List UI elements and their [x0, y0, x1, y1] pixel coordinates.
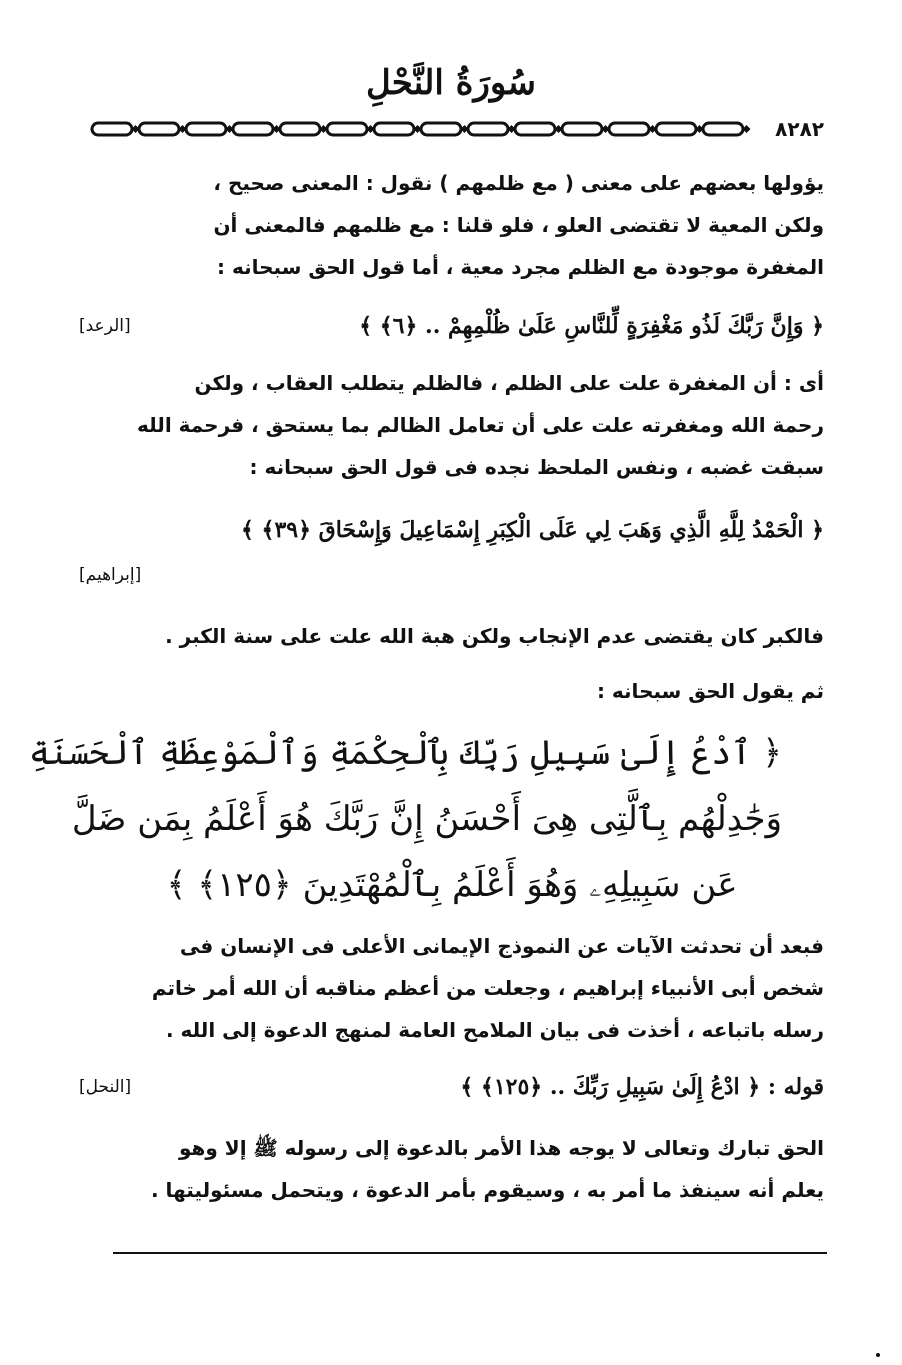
text-line: يؤولها بعضهم على معنى ( مع ظلمهم ) نقول : المعنى صحيح ، [213, 171, 824, 195]
quran-quote-2 [79, 510, 824, 550]
text-line: أى : أن المغفرة علت على الظلم ، فالظلم يتطلب العقاب ، ولكن [194, 371, 824, 395]
chain-link [280, 123, 320, 135]
text-line: ثم يقول الحق سبحانه : [596, 679, 824, 703]
chain-link [92, 123, 132, 135]
bottom-divider [113, 1252, 827, 1254]
decorative-chain-border [88, 114, 848, 144]
surah-reference: [النحل] [79, 1077, 132, 1097]
text-line: شخص أبى الأنبياء إبراهيم ، وجعلت من أعظم مناقبه أن الله أمر خاتم [151, 976, 824, 1000]
quran-quote-3 [79, 1067, 824, 1107]
text-line: رسله باتباعه ، أخذت فى بيان الملامح العامة لمنهج الدعوة إلى الله . [165, 1018, 824, 1042]
chain-link [139, 123, 179, 135]
text-line: المغفرة موجودة مع الظلم مجرد معية ، أما قول الحق سبحانه : [217, 255, 824, 279]
verse-text: قوله : ﴿ ادْعُ إِلَىٰ سَبِيلِ رَبِّكَ .. ﴿١٢٥﴾ ﴾ [460, 1074, 824, 1100]
surah-reference: [إبراهيم] [79, 565, 142, 585]
text-line: فبعد أن تحدثت الآيات عن النموذج الإيمانى الأعلى فى الإنسان فى [179, 934, 824, 958]
paragraph-6 [79, 1127, 824, 1211]
verse-line: عَن سَبِيلِهِۦ وَهُوَ أَعْلَمُ بِٱلْمُهْتَدِينَ ﴿١٢٥﴾ ﴾ [166, 865, 738, 905]
surah-reference: [الرعد] [79, 316, 131, 336]
paragraph-4 [79, 670, 824, 712]
paragraph-1 [79, 162, 824, 288]
main-quran-verse [29, 720, 782, 918]
chain-link [186, 123, 226, 135]
chain-link [703, 123, 743, 135]
verse-line: ﴿ ٱدْعُ إِلَىٰ سَبِيلِ رَبِّكَ بِٱلْحِكْمَةِ وَٱلْمَوْعِظَةِ ٱلْحَسَنَةِ [29, 733, 782, 773]
chain-link [468, 123, 508, 135]
verse-line: وَجَٰدِلْهُم بِٱلَّتِى هِىَ أَحْسَنُ إِنَّ رَبَّكَ هُوَ أَعْلَمُ بِمَن ضَلَّ [71, 799, 782, 839]
chain-link [374, 123, 414, 135]
verse-text: ﴿ الْحَمْدُ لِلَّهِ الَّذِي وَهَبَ لِي عَلَى الْكِبَرِ إِسْمَاعِيلَ وَإِسْحَاقَ ﴿٣٩﴾ ﴾ [240, 517, 824, 543]
paragraph-5 [79, 925, 824, 1051]
text-line: يعلم أنه سينفذ ما أمر به ، وسيقوم بأمر الدعوة ، ويتحمل مسئوليتها . [151, 1178, 824, 1202]
chain-link [327, 123, 367, 135]
chain-link [515, 123, 555, 135]
text-line: ولكن المعية لا تقتضى العلو ، فلو قلنا : مع ظلمهم فالمعنى أن [213, 213, 824, 237]
chain-link [421, 123, 461, 135]
paragraph-3 [79, 615, 824, 657]
text-line: فالكبر كان يقتضى عدم الإنجاب ولكن هبة الله علت على سنة الكبر . [165, 624, 824, 648]
quran-quote-1 [79, 306, 824, 346]
verse-text: ﴿ وَإِنَّ رَبَّكَ لَذُو مَغْفِرَةٍ لِّلنَّاسِ عَلَىٰ ظُلْمِهِمْ .. ﴿٦﴾ ﴾ [359, 313, 824, 339]
paragraph-2 [79, 362, 824, 488]
text-line: رحمة الله ومغفرته علت على أن تعامل الظالم بما يستحق ، فرحمة الله [137, 413, 824, 437]
text-line: الحق تبارك وتعالى لا يوجه هذا الأمر بالدعوة إلى رسوله ﷺ إلا وهو [179, 1136, 824, 1160]
corner-mark [876, 1353, 880, 1357]
chain-link [233, 123, 273, 135]
chain-link [656, 123, 696, 135]
page-number: ٨٢٨٢ [771, 114, 828, 144]
chain-link [609, 123, 649, 135]
surah-reference-line [79, 565, 824, 585]
text-line: سبقت غضبه ، ونفس الملحظ نجده فى قول الحق سبحانه : [249, 455, 824, 479]
chain-link [562, 123, 602, 135]
surah-title: سُورَةُ النَّحْلِ [366, 63, 536, 103]
